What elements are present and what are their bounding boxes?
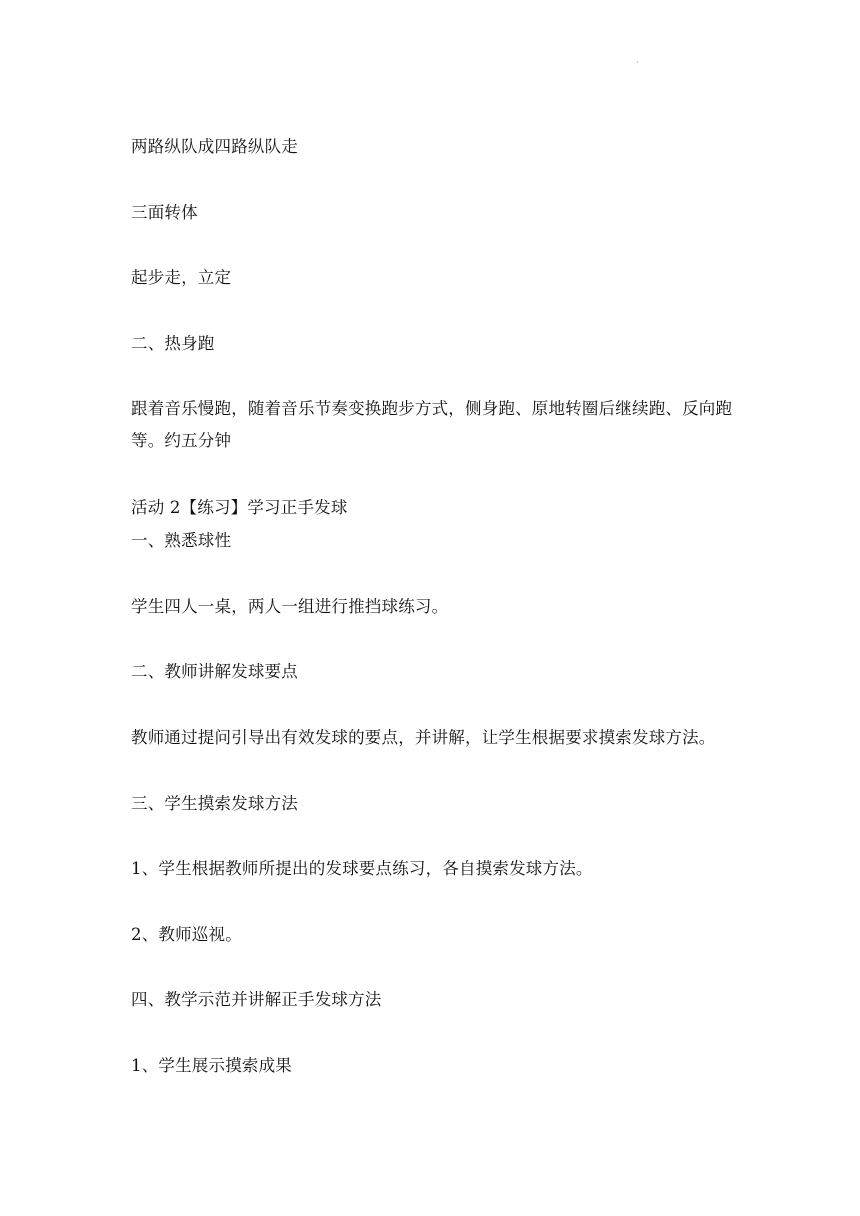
text-line: 两路纵队成四路纵队走 <box>131 137 298 156</box>
paragraph: 跟着音乐慢跑，随着音乐节奏变换跑步方式，侧身跑、原地转圈后继续跑、反向跑等。约五分钟 <box>131 399 733 450</box>
section-heading: 二、教师讲解发球要点 <box>131 662 298 681</box>
list-item: 1、学生展示摸索成果 <box>131 1056 292 1075</box>
page-mark: · <box>636 58 639 67</box>
section-heading: 四、教学示范并讲解正手发球方法 <box>131 990 382 1009</box>
text-line: 学生四人一桌，两人一组进行推挡球练习。 <box>131 597 449 616</box>
text-line: 教师通过提问引导出有效发球的要点，并讲解，让学生根据要求摸索发球方法。 <box>131 728 716 747</box>
list-item: 2、教师巡视。 <box>131 925 242 944</box>
list-item: 1、学生根据教师所提出的发球要点练习，各自摸索发球方法。 <box>131 859 593 878</box>
activity-heading: 活动 2【练习】学习正手发球 <box>131 498 348 517</box>
section-heading: 三、学生摸索发球方法 <box>131 794 298 813</box>
section-heading: 一、熟悉球性 <box>131 531 232 550</box>
text-line: 起步走，立定 <box>131 268 232 287</box>
text-line: 三面转体 <box>131 203 198 222</box>
section-heading: 二、热身跑 <box>131 334 215 353</box>
